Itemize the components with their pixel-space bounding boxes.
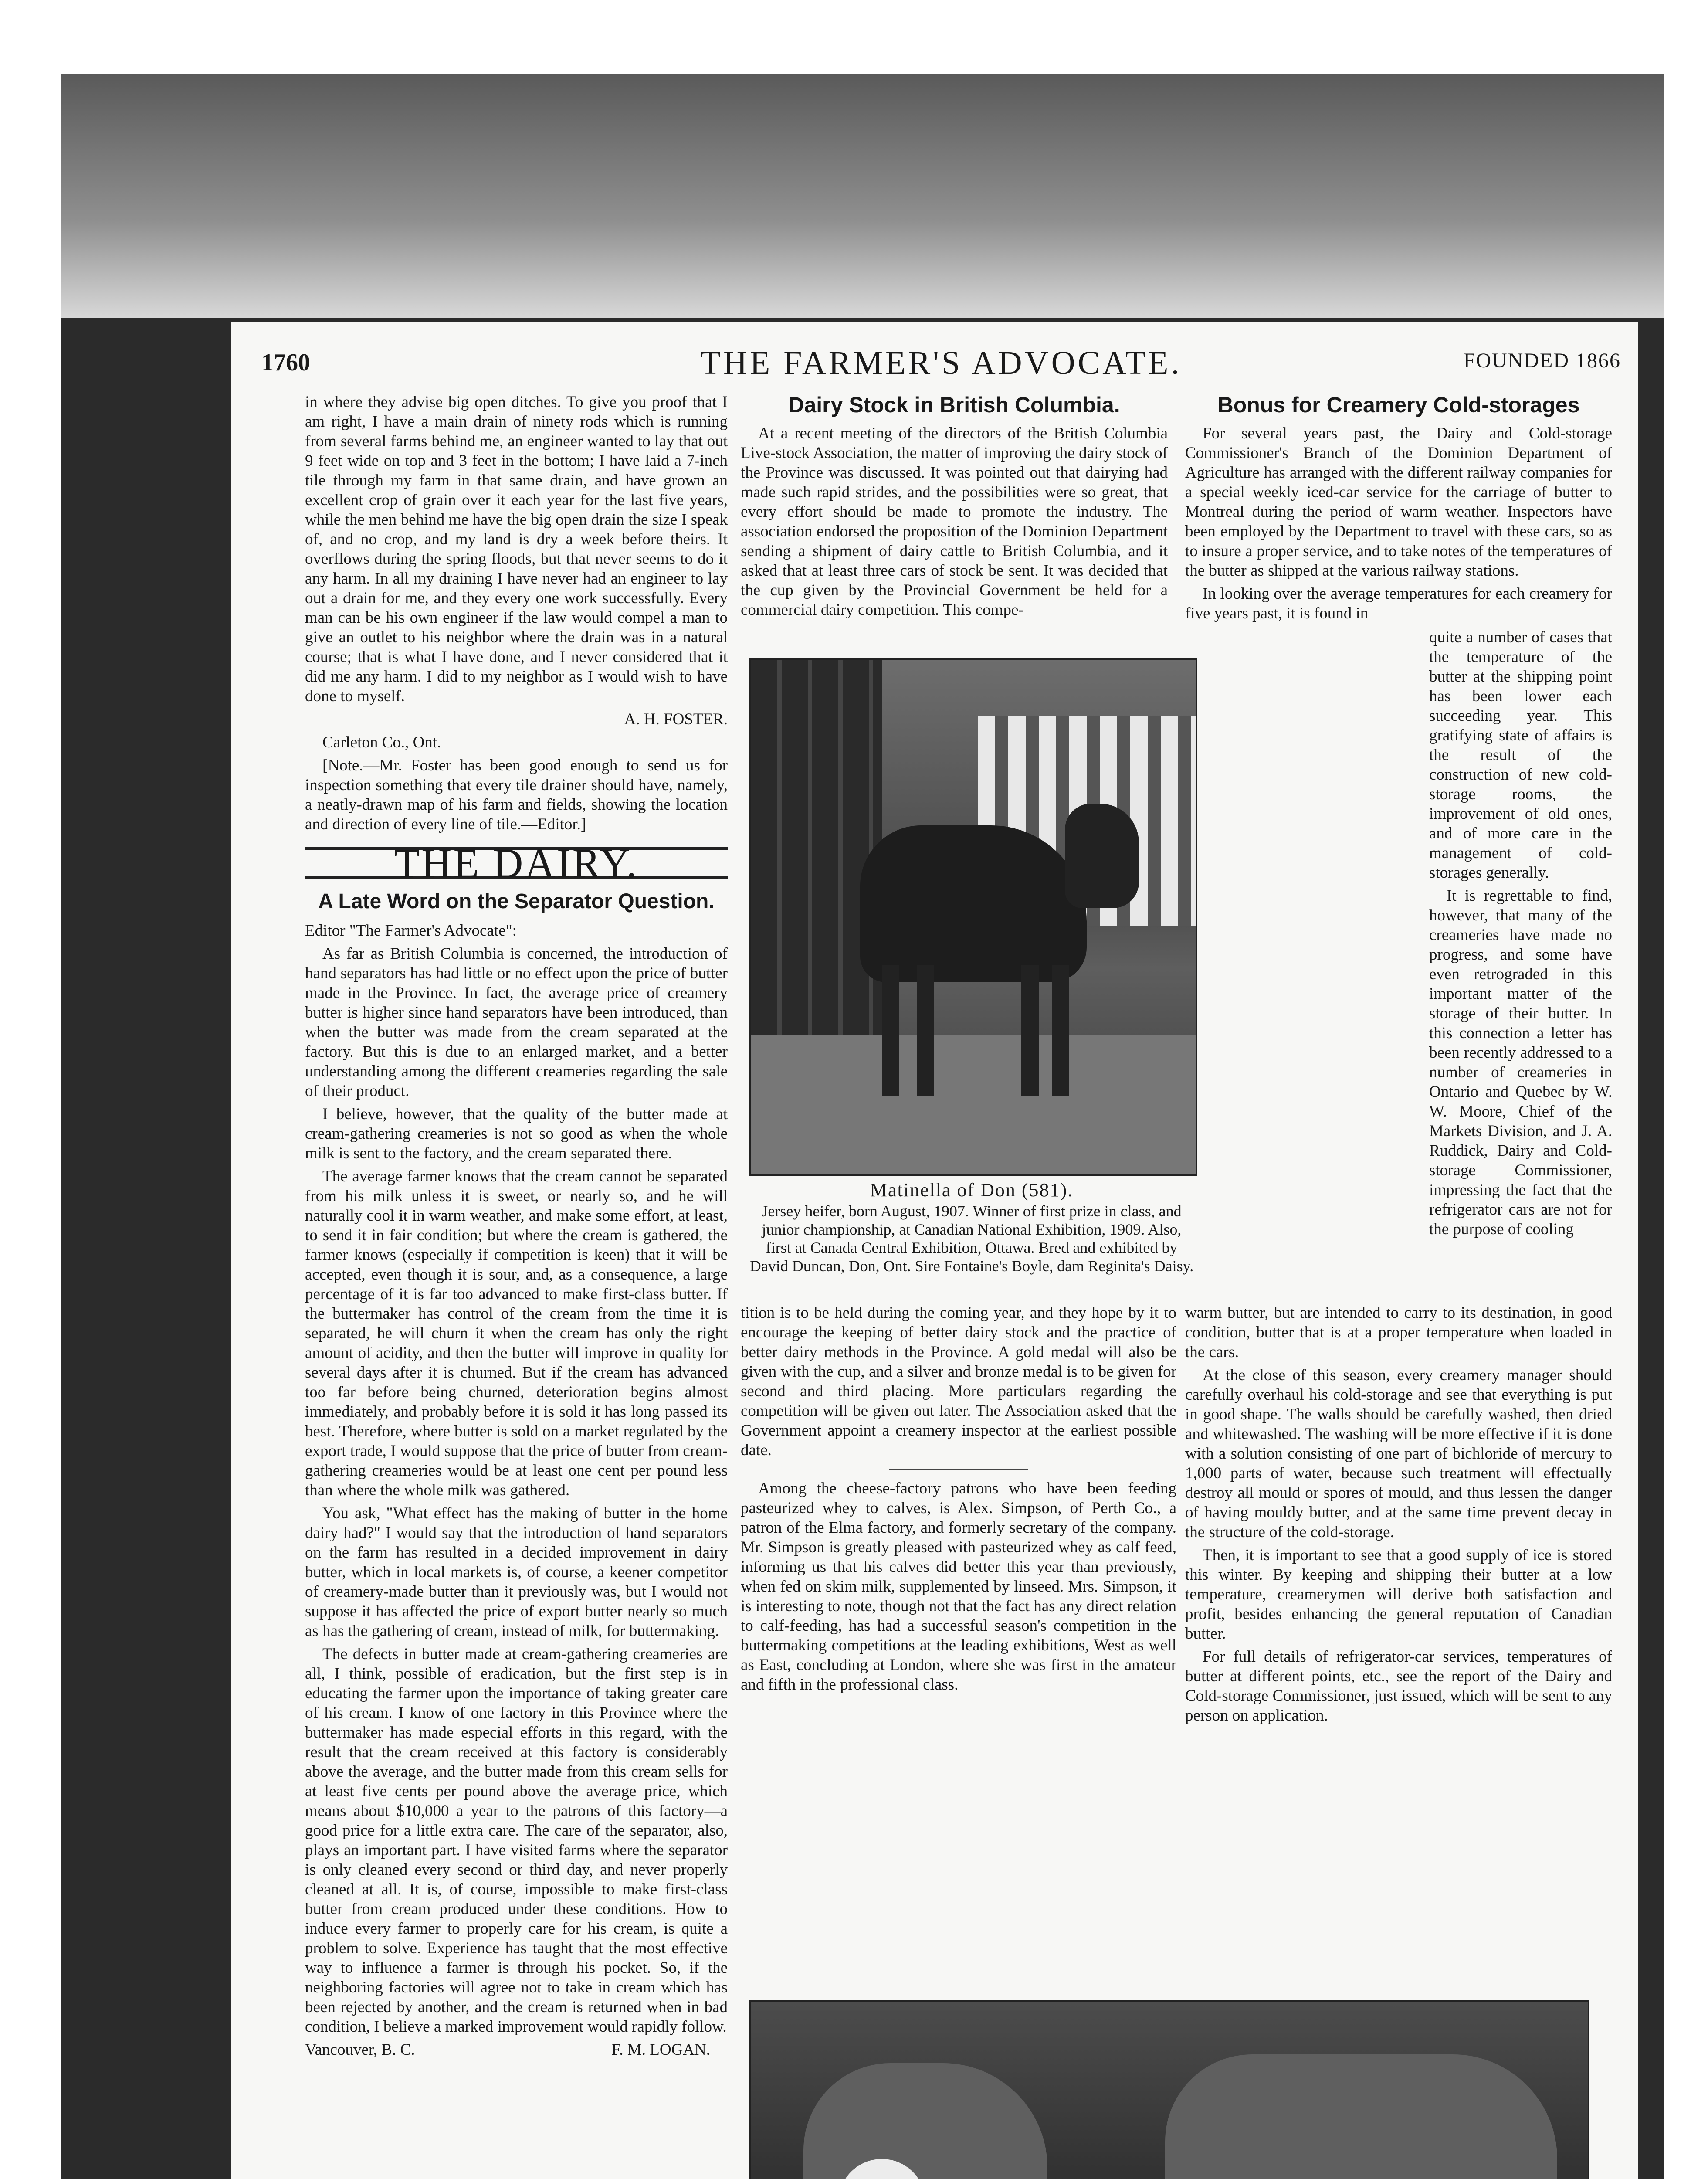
paragraph: At the close of this season, every creamery manager should carefully overhaul his cold-storage and see that everything is put in good shape. The walls should be carefully washed, then dried and whitewashed. The washing will be more effective if it is done with a solution consisting of one part of bichloride of mercury to 1,000 parts of water, because such treatment will effectually destroy all mould or spores of mould, and thus lessen the danger of having mouldy butter, and at the same time prevent decay in the structure of the cold-storage. [1185,1366,1612,1541]
paragraph: It is regrettable to find, however, that many of the creameries have made no progress, and some have even retrograded in this important matter of the storage of their butter. In this connection a letter has been recently addressed to a number of creameries in Ontario and Quebec by W. W. Moore, Chief of the Markets Division, and J. A. Ruddick, Dairy and Cold-storage Commissioner, impressing the fact that the refrigerator cars are not for the purpose of cooling [1429,887,1612,1238]
article-title: Dairy Stock in British Columbia. [788,393,1120,417]
editor-note: [Note.—Mr. Foster has been good enough to send us for inspection something that every tile drainer should have, namely, a neatly-drawn map of his farm and fields, showing the location and direction of every line of tile.—Editor.] [305,757,728,833]
photo-caption-text: Jersey heifer, born August, 1907. Winner of first prize in class, and junior championship, at Canadian National Exhibition, 1909. Also, first at Canada Central Exhibition, Ottawa. Bred and exhibited by David Duncan, Don, Ont. Sire Fontaine's Boyle, dam Reginita's Daisy. [749,1202,1194,1275]
photo-jersey-heifer [749,658,1197,1176]
signature-name: F. M. LOGAN. [611,2041,710,2059]
photo-milking-contest [749,2000,1589,2179]
column-3-wrap [1429,628,1612,1239]
paragraph: I believe, however, that the quality of the butter made at cream-gathering creameries is not so good as when the whole milk is sent to the factory, and the cream separated there. [305,1105,728,1162]
founded-note: FOUNDED 1866 [1463,349,1621,372]
paragraph: You ask, "What effect has the making of butter in the home dairy had?" I would say that the introduction of hand separators on the farm has resulted in a decided improvement in dairy butter, which in local markets is, of course, a keener competitor of creamery-made butter than it previously was, but I would not suppose it has affected the price of export butter nearly so much as has the gathering of cream, instead of milk, for buttermaking. [305,1504,728,1640]
paragraph: As far as British Columbia is concerned, the introduction of hand separators has had little or no effect upon the price of butter made in the Province. In fact, the average price of creamery butter is higher since hand separators have been introduced, than when the butter was made from the cream separated at the factory. But this is due to an enlarged market, and a better understanding among the different creameries regarding the sale of their product. [305,945,728,1100]
masthead-title: THE FARMER'S ADVOCATE. [700,345,1182,381]
paragraph: Among the cheese-factory patrons who have been feeding pasteurized whey to calves, is Alex. Simpson, of Perth Co., a patron of the Elma factory, and formerly secretary of the company. Mr. Simpson is greatly pleased with pasteurized whey as calf feed, informing us that his calves did better this year than previously, when fed on skim milk, supplemented by linseed. Mrs. Simpson, it is interesting to note, though not that the fact has any direct relation to calf-feeding, has had a successful season's competition in the buttermaking competitions at the leading exhibitions, West as well as East, concluding at London, where she was first in the amateur and fifth in the professional class. [741,1480,1176,1694]
photo-caption [749,1181,1194,1275]
paragraph: For several years past, the Dairy and Cold-storage Commissioner's Branch of the Dominion Department of Agriculture has arranged with the different railway companies for a special weekly iced-car service for the carriage of butter to Montreal during the period of warm weather. Inspectors have been employed by the Department to travel with these cars, so as to insure a proper service, and to take notes of the temperatures of the butter as shipped at the various railway stations. [1185,424,1612,580]
column-1 [305,392,728,2063]
microfilm-top-shading [61,74,1664,318]
location-line: Carleton Co., Ont. [322,733,441,751]
article-title: A Late Word on the Separator Question. [318,890,715,913]
column-2-continued [741,1303,1176,1698]
paragraph: tition is to be held during the coming year, and they hope by it to encourage the keeping of better dairy stock and the practice of better dairy methods in the Province. A gold medal will also be given with the cup, and a silver and bronze medal is to be given for second and third placing. More particulars regarding the competition will be given out later. The Association asked that the Government appoint a creamery inspector at the earliest possible date. [741,1304,1176,1459]
signature-place: Vancouver, B. C. [305,2041,415,2059]
article-title: Bonus for Creamery Cold-storages [1217,393,1580,417]
paragraph: At a recent meeting of the directors of the British Columbia Live-stock Association, the matter of improving the dairy stock of the Province was discussed. It was pointed out that dairying had made such rapid strides, and the possibilities were so great, that every effort should be made to promote the industry. The association endorsed the proposition of the Dominion Department sending a shipment of dairy cattle to British Columbia, and it asked that at least three cars of stock be sent. It was decided that the cup given by the Provincial Government be held for a commercial dairy competition. This compe- [741,424,1168,619]
paragraph: Then, it is important to see that a good supply of ice is stored this winter. By keeping and shipping their butter at a low temperature, creamerymen will derive both satisfaction and profit, besides enhancing the general reputation of Canadian butter. [1185,1546,1612,1643]
column-2 [741,392,1168,623]
section-title: THE DAIRY. [305,847,728,879]
signature-line [305,2040,728,2060]
paragraph: The defects in butter made at cream-gathering creameries are all, I think, possible of eradication, but the first step is in educating the farmer upon the importance of taking greater care of his cream. I know of one factory in this Province where the buttermaker has made especial efforts in this regard, with the result that the cream received at this factory is considerably above the average, and the butter made from this cream sells for at least five cents per pound above the average price, which means about $10,000 a year to the patrons of this factory—a good price for a little extra care. The care of the separator, also, plays an important part. I have visited farms where the separator is only cleaned every second or third day, and never properly cleaned at all. It is, of course, impossible to make first-class butter from cream produced under these conditions. How to induce every farmer to properly care for his cream, is quite a problem to solve. Experience has taught that the most effective way to influence a farmer is through his pocket. So, if the neighboring factories will agree not to take in cream which has been rejected by another, and the cream is returned when in bad condition, I believe a marked improvement would rapidly follow. [305,1645,728,2036]
paragraph: quite a number of cases that the temperature of the butter at the shipping point has been lower each succeeding year. This gratifying state of affairs is the result of the construction of new cold-storage rooms, the improvement of old ones, and of more care in the management of cold-storages generally. [1429,628,1612,882]
page-number: 1760 [261,349,310,376]
paragraph: warm butter, but are intended to carry to its destination, in good condition, butter that is at a proper temperature when loaded in the cars. [1185,1304,1612,1361]
signature: A. H. FOSTER. [624,710,728,728]
paragraph: For full details of refrigerator-car services, temperatures of butter at different points, etc., see the report of the Dairy and Cold-storage Commissioner, just issued, which will be sent to any person on application. [1185,1648,1612,1724]
column-3 [1185,392,1612,627]
page-header [261,340,1621,384]
paragraph: The average farmer knows that the cream cannot be separated from his milk unless it is sweet, or nearly so, and he will naturally cool it in warm weather, and make some effort, at least, to send it in fair condition; but where the cream is gathered, the farmer knows (especially if competition is keen) that it will be accepted, even though it is sour, and, as a consequence, a large percentage of it is far too advanced to make first-class butter. If the buttermaker has control of the cream from the time it is separated, he will churn it when the cream has only the right amount of acidity, and then the butter will improve in quality for several days after it is churned. But if the cream has advanced too far before being churned, deterioration begins almost immediately, and probably before it is sold it has long passed its best. Therefore, where butter is sold on a market regulated by the export trade, I would suppose that the price of butter from cream-gathering creameries would be at least one cent per pound less than where the whole milk was gathered. [305,1168,728,1499]
paragraph: In looking over the average temperatures for each creamery for five years past, it is found in [1185,585,1612,622]
paragraph: in where they advise big open ditches. To give you proof that I am right, I have a main drain of ninety rods which is running from several farms behind me, an engineer wanted to lay that out 9 feet wide on top and 3 feet in the bottom; I have laid a 7-inch tile through my farm in that same drain, and have grown an excellent crop of grain over it each year for the last five years, while the men behind me have the big open drain the size I speak of, and no crop, and my land is dry a week before theirs. It overflows during the spring floods, but that never seems to do it any harm. In all my draining I have never had an engineer to lay out a drain for me, and they every one work successfully. Every man can be his own engineer if the law would compel a man to give an outlet to his neighbor where the drain was in a natural course; that is what I have done, and I never considered that it did me any harm. I did to my neighbor as I would wish to have done to myself. [305,393,728,705]
column-3-continued [1185,1303,1612,1729]
photo-caption-title: Matinella of Don (581). [870,1179,1074,1201]
divider [889,1469,1028,1470]
salutation: Editor "The Farmer's Advocate": [305,922,517,940]
